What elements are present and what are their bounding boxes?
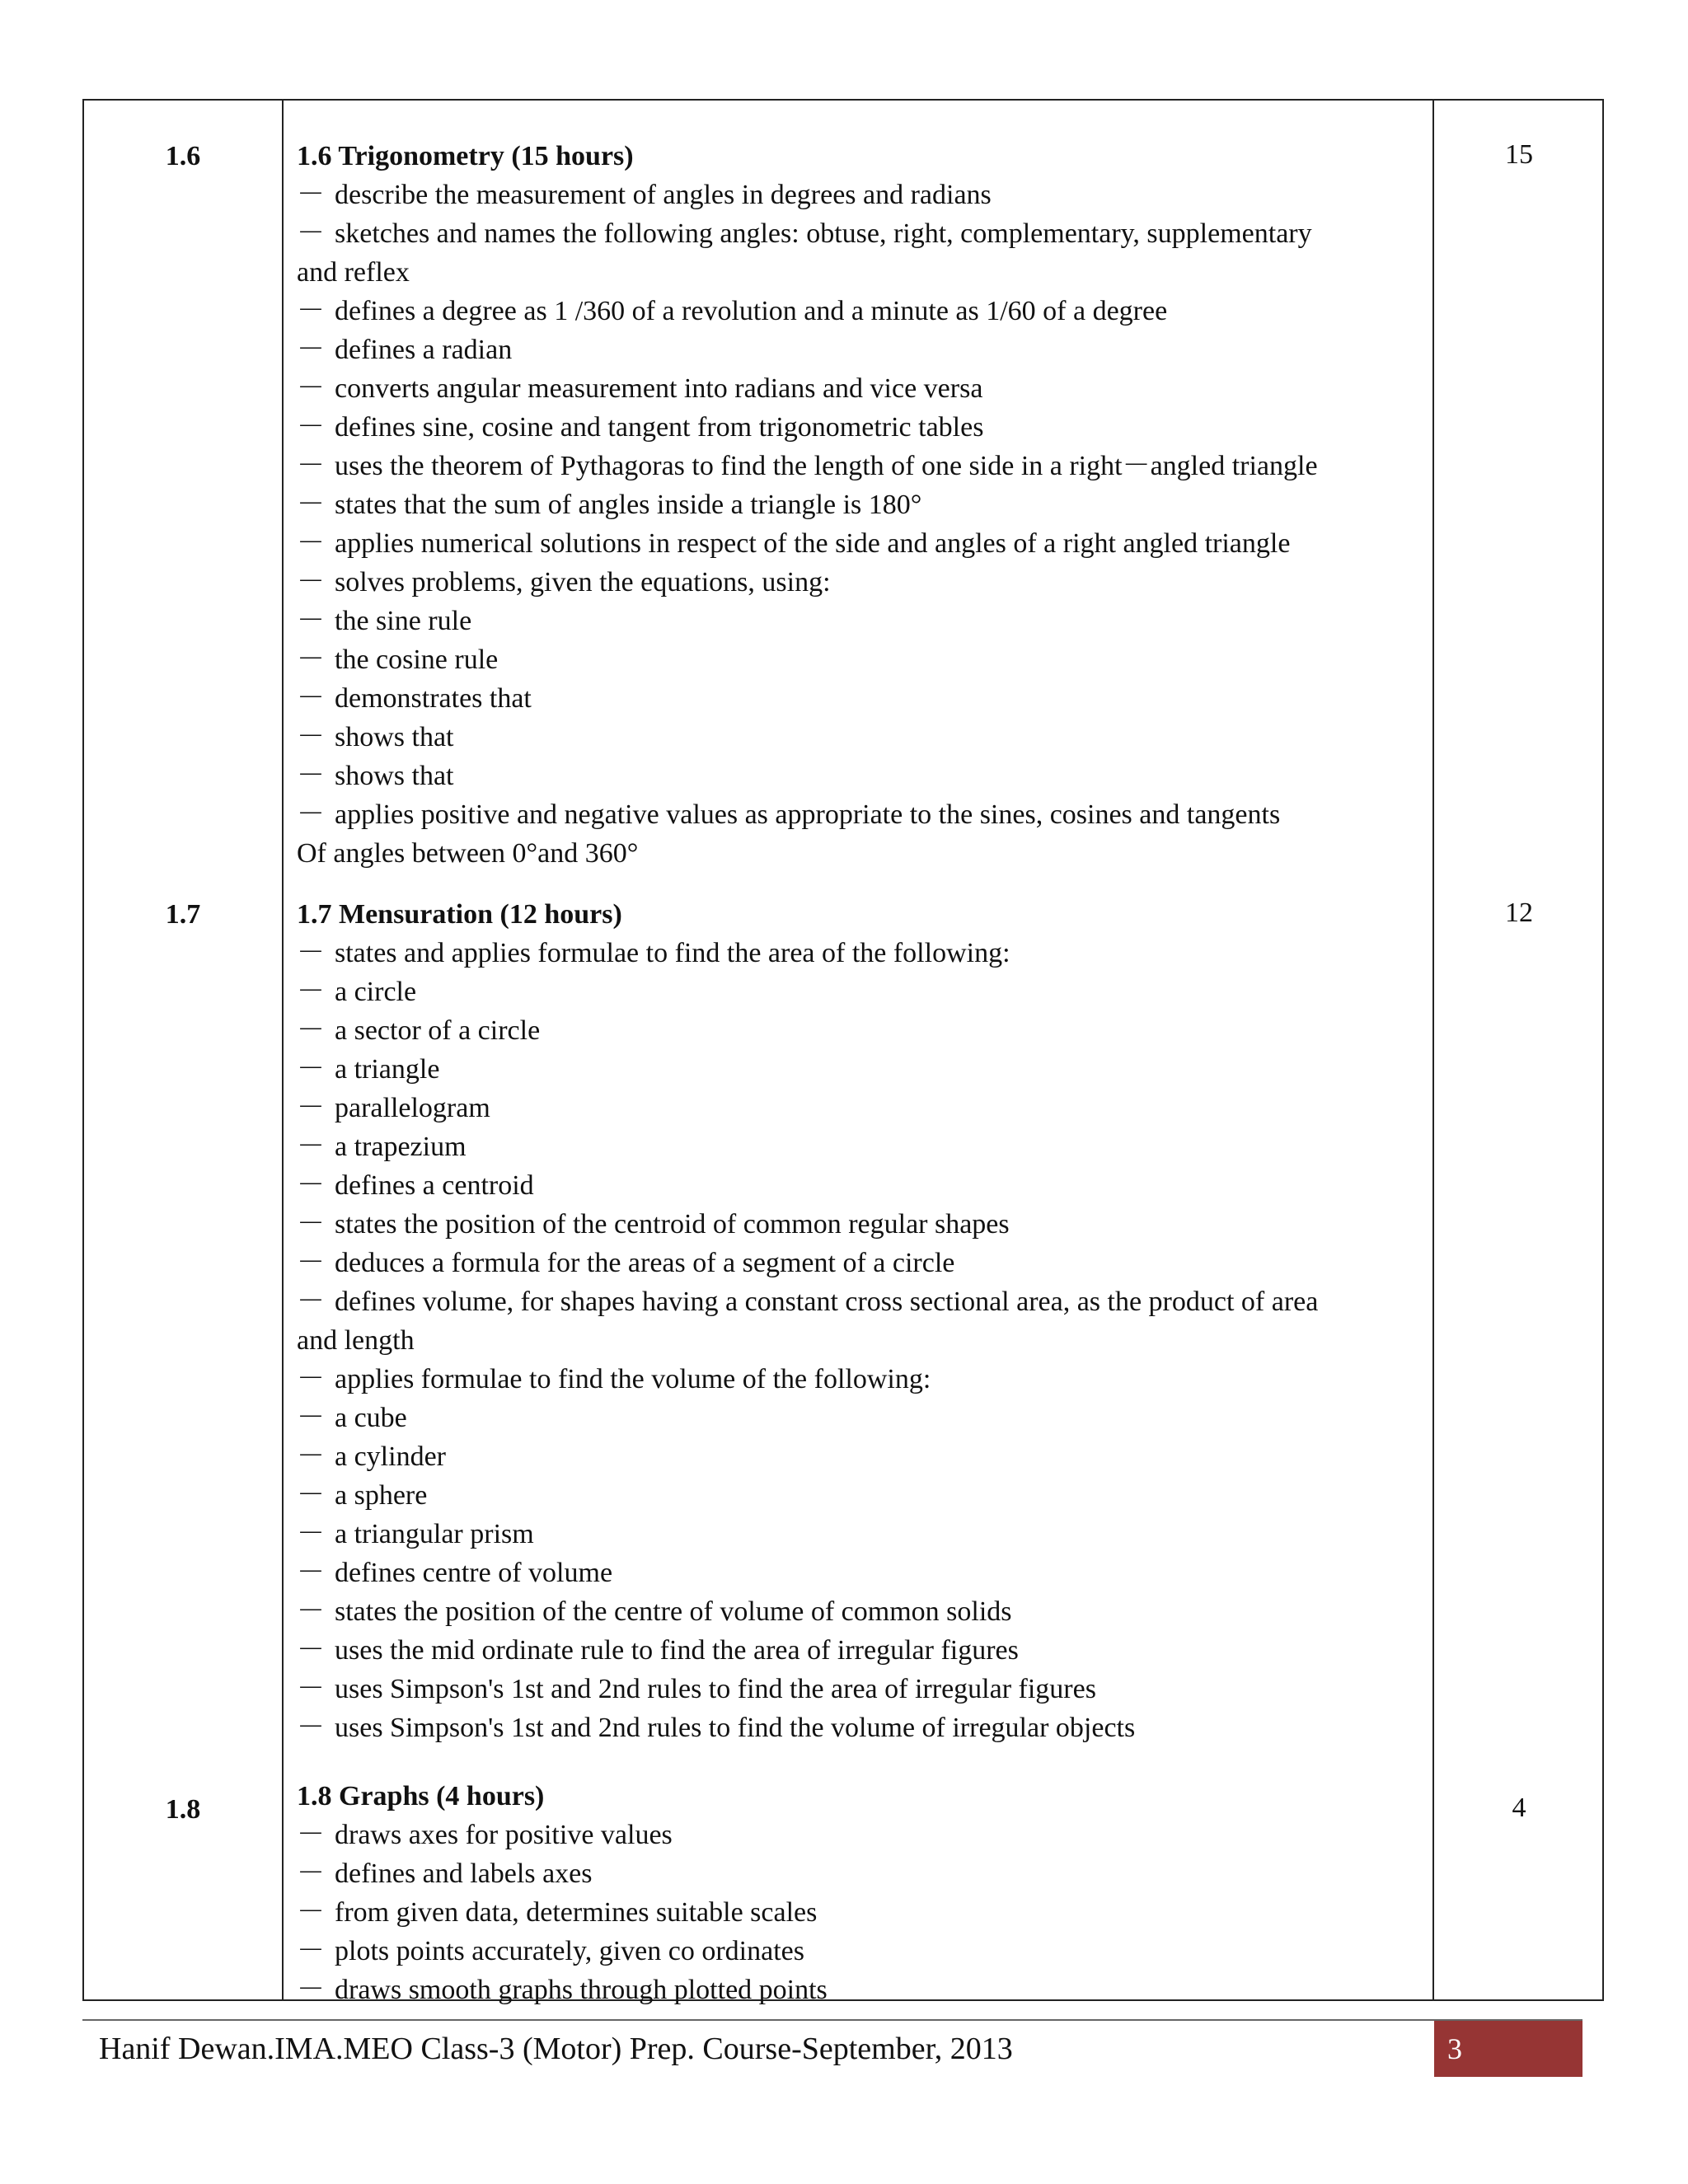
list-item-continuation: Of angles between 0°and 360° (297, 838, 639, 869)
section-number-1-6: 1.6 (165, 141, 201, 171)
list-item: － defines and labels axes (297, 1858, 593, 1889)
list-item: － defines volume, for shapes having a constant cross sectional area, as the product of area (297, 1286, 1319, 1317)
list-item: － a circle (297, 977, 417, 1007)
section-number-1-7: 1.7 (165, 899, 201, 930)
list-item: － converts angular measurement into radians and vice versa (297, 373, 983, 404)
list-item-continuation: and reflex (297, 257, 410, 288)
list-item: － parallelogram (297, 1093, 490, 1123)
column-divider-right (1432, 101, 1434, 1999)
list-item: － defines centre of volume (297, 1558, 613, 1588)
list-item-continuation: and length (297, 1325, 415, 1356)
section-number-1-8: 1.8 (165, 1794, 201, 1825)
list-item: － shows that (297, 761, 454, 791)
list-item: － from given data, determines suitable scales (297, 1897, 818, 1928)
section-hours-1-6: 15 (1505, 139, 1533, 170)
section-body-1-8 (297, 1777, 1426, 2009)
list-item: － applies numerical solutions in respect of the side and angles of a right angled triangle (297, 528, 1291, 559)
list-item: － a cylinder (297, 1441, 446, 1472)
list-item: － defines a degree as 1 /360 of a revolution and a minute as 1/60 of a degree (297, 296, 1168, 326)
list-item: － states the position of the centre of volume of common solids (297, 1596, 1012, 1627)
syllabus-table (82, 99, 1604, 2005)
section-body-1-6 (297, 137, 1426, 873)
column-divider-left (282, 101, 284, 1999)
section-title: 1.8 Graphs (4 hours) (297, 1781, 545, 1811)
list-item: － draws smooth graphs through plotted points (297, 1975, 828, 2005)
list-item: － a trapezium (297, 1132, 467, 1162)
list-item: － demonstrates that (297, 683, 532, 714)
list-item: － uses the theorem of Pythagoras to find the length of one side in a right－angled triangle (297, 451, 1318, 481)
footer-text: Hanif Dewan.IMA.MEO Class-3 (Motor) Prep. Course-September, 2013 (99, 2032, 1013, 2066)
list-item: － a triangular prism (297, 1519, 534, 1549)
list-item: － uses the mid ordinate rule to find the area of irregular figures (297, 1635, 1019, 1666)
list-item: － describe the measurement of angles in degrees and radians (297, 180, 992, 210)
list-item: － uses Simpson's 1st and 2nd rules to find the area of irregular figures (297, 1674, 1096, 1704)
list-item: － sketches and names the following angles: obtuse, right, complementary, supplementary (297, 218, 1312, 249)
list-item: － the cosine rule (297, 644, 499, 675)
list-item: － uses Simpson's 1st and 2nd rules to find the volume of irregular objects (297, 1713, 1136, 1743)
list-item: － the sine rule (297, 606, 472, 636)
list-item: － states that the sum of angles inside a triangle is 180° (297, 490, 922, 520)
section-title: 1.6 Trigonometry (15 hours) (297, 141, 634, 171)
list-item: － defines a radian (297, 335, 513, 365)
list-item: － deduces a formula for the areas of a segment of a circle (297, 1248, 955, 1278)
page-number-badge: 3 (1434, 2021, 1582, 2077)
list-item: － shows that (297, 722, 454, 752)
list-item: － draws axes for positive values (297, 1820, 673, 1850)
list-item: － states and applies formulae to find the area of the following: (297, 938, 1010, 968)
list-item: － states the position of the centroid of common regular shapes (297, 1209, 1010, 1240)
list-item: － applies positive and negative values as appropriate to the sines, cosines and tangents (297, 799, 1281, 830)
list-item: － solves problems, given the equations, using: (297, 567, 831, 598)
section-hours-1-7: 12 (1505, 898, 1533, 928)
list-item: － defines a centroid (297, 1170, 534, 1201)
list-item: － a sector of a circle (297, 1015, 541, 1046)
list-item: － defines sine, cosine and tangent from trigonometric tables (297, 412, 984, 443)
list-item: － a triangle (297, 1054, 440, 1085)
section-hours-1-8: 4 (1512, 1793, 1526, 1823)
list-item: － a sphere (297, 1480, 428, 1511)
list-item: － plots points accurately, given co ordinates (297, 1936, 804, 1966)
section-title: 1.7 Mensuration (12 hours) (297, 899, 622, 930)
list-item: － applies formulae to find the volume of the following: (297, 1364, 931, 1394)
footer-divider (82, 2019, 1582, 2021)
list-item: － a cube (297, 1403, 407, 1433)
section-body-1-7 (297, 895, 1426, 1747)
